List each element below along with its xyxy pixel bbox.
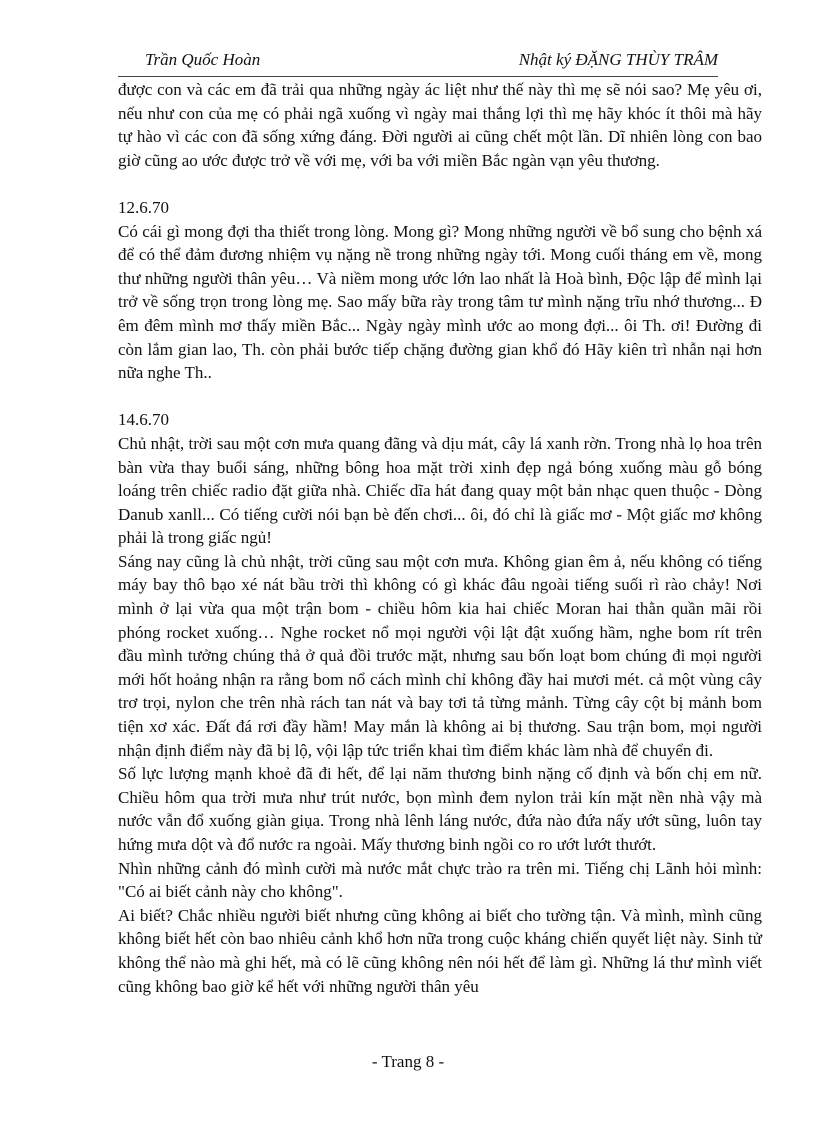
entry-date: 14.6.70 [118,410,169,430]
entry-date: 12.6.70 [118,197,169,217]
page-header [118,50,718,74]
body-paragraph: Có cái gì mong đợi tha thiết trong lòng. Mong gì? Mong những người về bổ sung cho bệnh xá để có thể đảm đương nhiệm vụ nặng nề trong những ngày tới. Mong cuối tháng em về, mong thư những người thân yêu… Và niềm mong ước lớn lao nhất là Hoà bình, Độc lập để mình lại trở về sống trọn trong lòng mẹ. Sao mấy bữa rày trong tâm tư mình nặng trĩu nhớ thương... Đ êm đêm mình mơ thấy miền Bắc... Ngày ngày mình ước ao mong đợi... ôi Th. ơi! Đường đi còn lắm gian lao, Th. còn phải bước tiếp chặng đường gian khổ đó Hãy kiên trì nhẫn nại hơn nữa nghe Th.. [118,221,762,383]
body-paragraph: Nhìn những cảnh đó mình cười mà nước mắt chực trào ra trên mi. Tiếng chị Lãnh hỏi mình: "Có ai biết cảnh này cho không". [118,858,762,902]
header-book-title: Nhật ký ĐẶNG THÙY TRÂM [518,50,718,69]
header-author: Trần Quốc Hoàn [145,50,261,69]
header-divider [118,76,718,77]
body-paragraph: Chủ nhật, trời sau một cơn mưa quang đãng và dịu mát, cây lá xanh rờn. Trong nhà lọ hoa trên bàn vừa thay buổi sáng, những bông hoa mặt trời xinh đẹp ngả bóng xuống màu gỗ bóng loáng trên chiếc radio đặt giữa nhà. Chiếc dĩa hát đang quay một bản nhạc quen thuộc - Dòng Danub xanll... Có tiếng cười nói bạn bè đến chơi... ôi, đó chỉ là giấc mơ - Một giấc mơ không phải là trong giấc ngủ! [118,433,762,548]
body-paragraph: được con và các em đã trải qua những ngày ác liệt như thế này thì mẹ sẽ nói sao? Mẹ yêu ơi, nếu như con của mẹ có phải ngã xuống vì ngày mai thắng lợi thì mẹ hãy khóc ít thôi mà hãy tự hào vì các con đã sống xứng đáng. Đời người ai cũng chết một lần. Dĩ nhiên lòng con bao giờ cũng ao ước được trở về với mẹ, với ba với miền Bắc ngàn vạn yêu thương. [118,80,762,170]
page-body [118,78,762,998]
body-paragraph: Số lực lượng mạnh khoẻ đã đi hết, để lại năm thương binh nặng cố định và bốn chị em nữ. Chiều hôm qua trời mưa như trút nước, bọn mình đem nylon trải kín mặt nền nhà vậy mà nước vẫn đổ xuống giàn giụa. Trong nhà lênh láng nước, đứa nào đứa nấy ướt sũng, luôn tay hứng mưa dột và đổ nước ra ngoài. Mấy thương binh ngồi co ro ướt lướt thướt. [118,764,762,854]
body-paragraph: Sáng nay cũng là chủ nhật, trời cũng sau một cơn mưa. Không gian êm ả, nếu không có tiếng máy bay thô bạo xé nát bầu trời thì không có gì khác đâu ngoài tiếng suối rì rào chảy! Nơi mình ở lại vừa qua một trận bom - chiều hôm kia hai chiếc Moran hai thằn quần mãi rồi phóng rocket xuống… Nghe rocket nổ mọi người vội lật đật xuống hầm, nghe bom rít trên đầu mình tưởng chúng thả ở quả đồi trước mặt, nhưng sau bốn loạt bom chúng đi mọi người mới hốt hoảng nhận ra rằng bom nổ cách mình chỉ không đầy hai mươi mét. cả một vùng cây trơ trọi, nylon che trên nhà rách tan nát và bay tơi tả từng mảnh. Từng cây cột bị mảnh bom tiện xơ xác. Đất đá rơi đầy hầm! May mắn là không ai bị thương. Sau trận bom, mọi người nhận định điểm này đã bị lộ, vội lập tức triển khai tìm điểm khác làm nhà để chuyển đi. [118,551,762,760]
page-number: - Trang 8 - [371,1052,445,1071]
body-paragraph: Ai biết? Chắc nhiều người biết nhưng cũng không ai biết cho tường tận. Và mình, mình cũng không biết hết còn bao nhiêu cảnh khổ hơn nữa trong cuộc kháng chiến quyết liệt này. Sinh tử không thể nào mà ghi hết, mà có lẽ cũng không nên nói hết để làm gì. Những lá thư mình viết cũng không bao giờ kể hết với những người thân yêu [118,905,762,996]
